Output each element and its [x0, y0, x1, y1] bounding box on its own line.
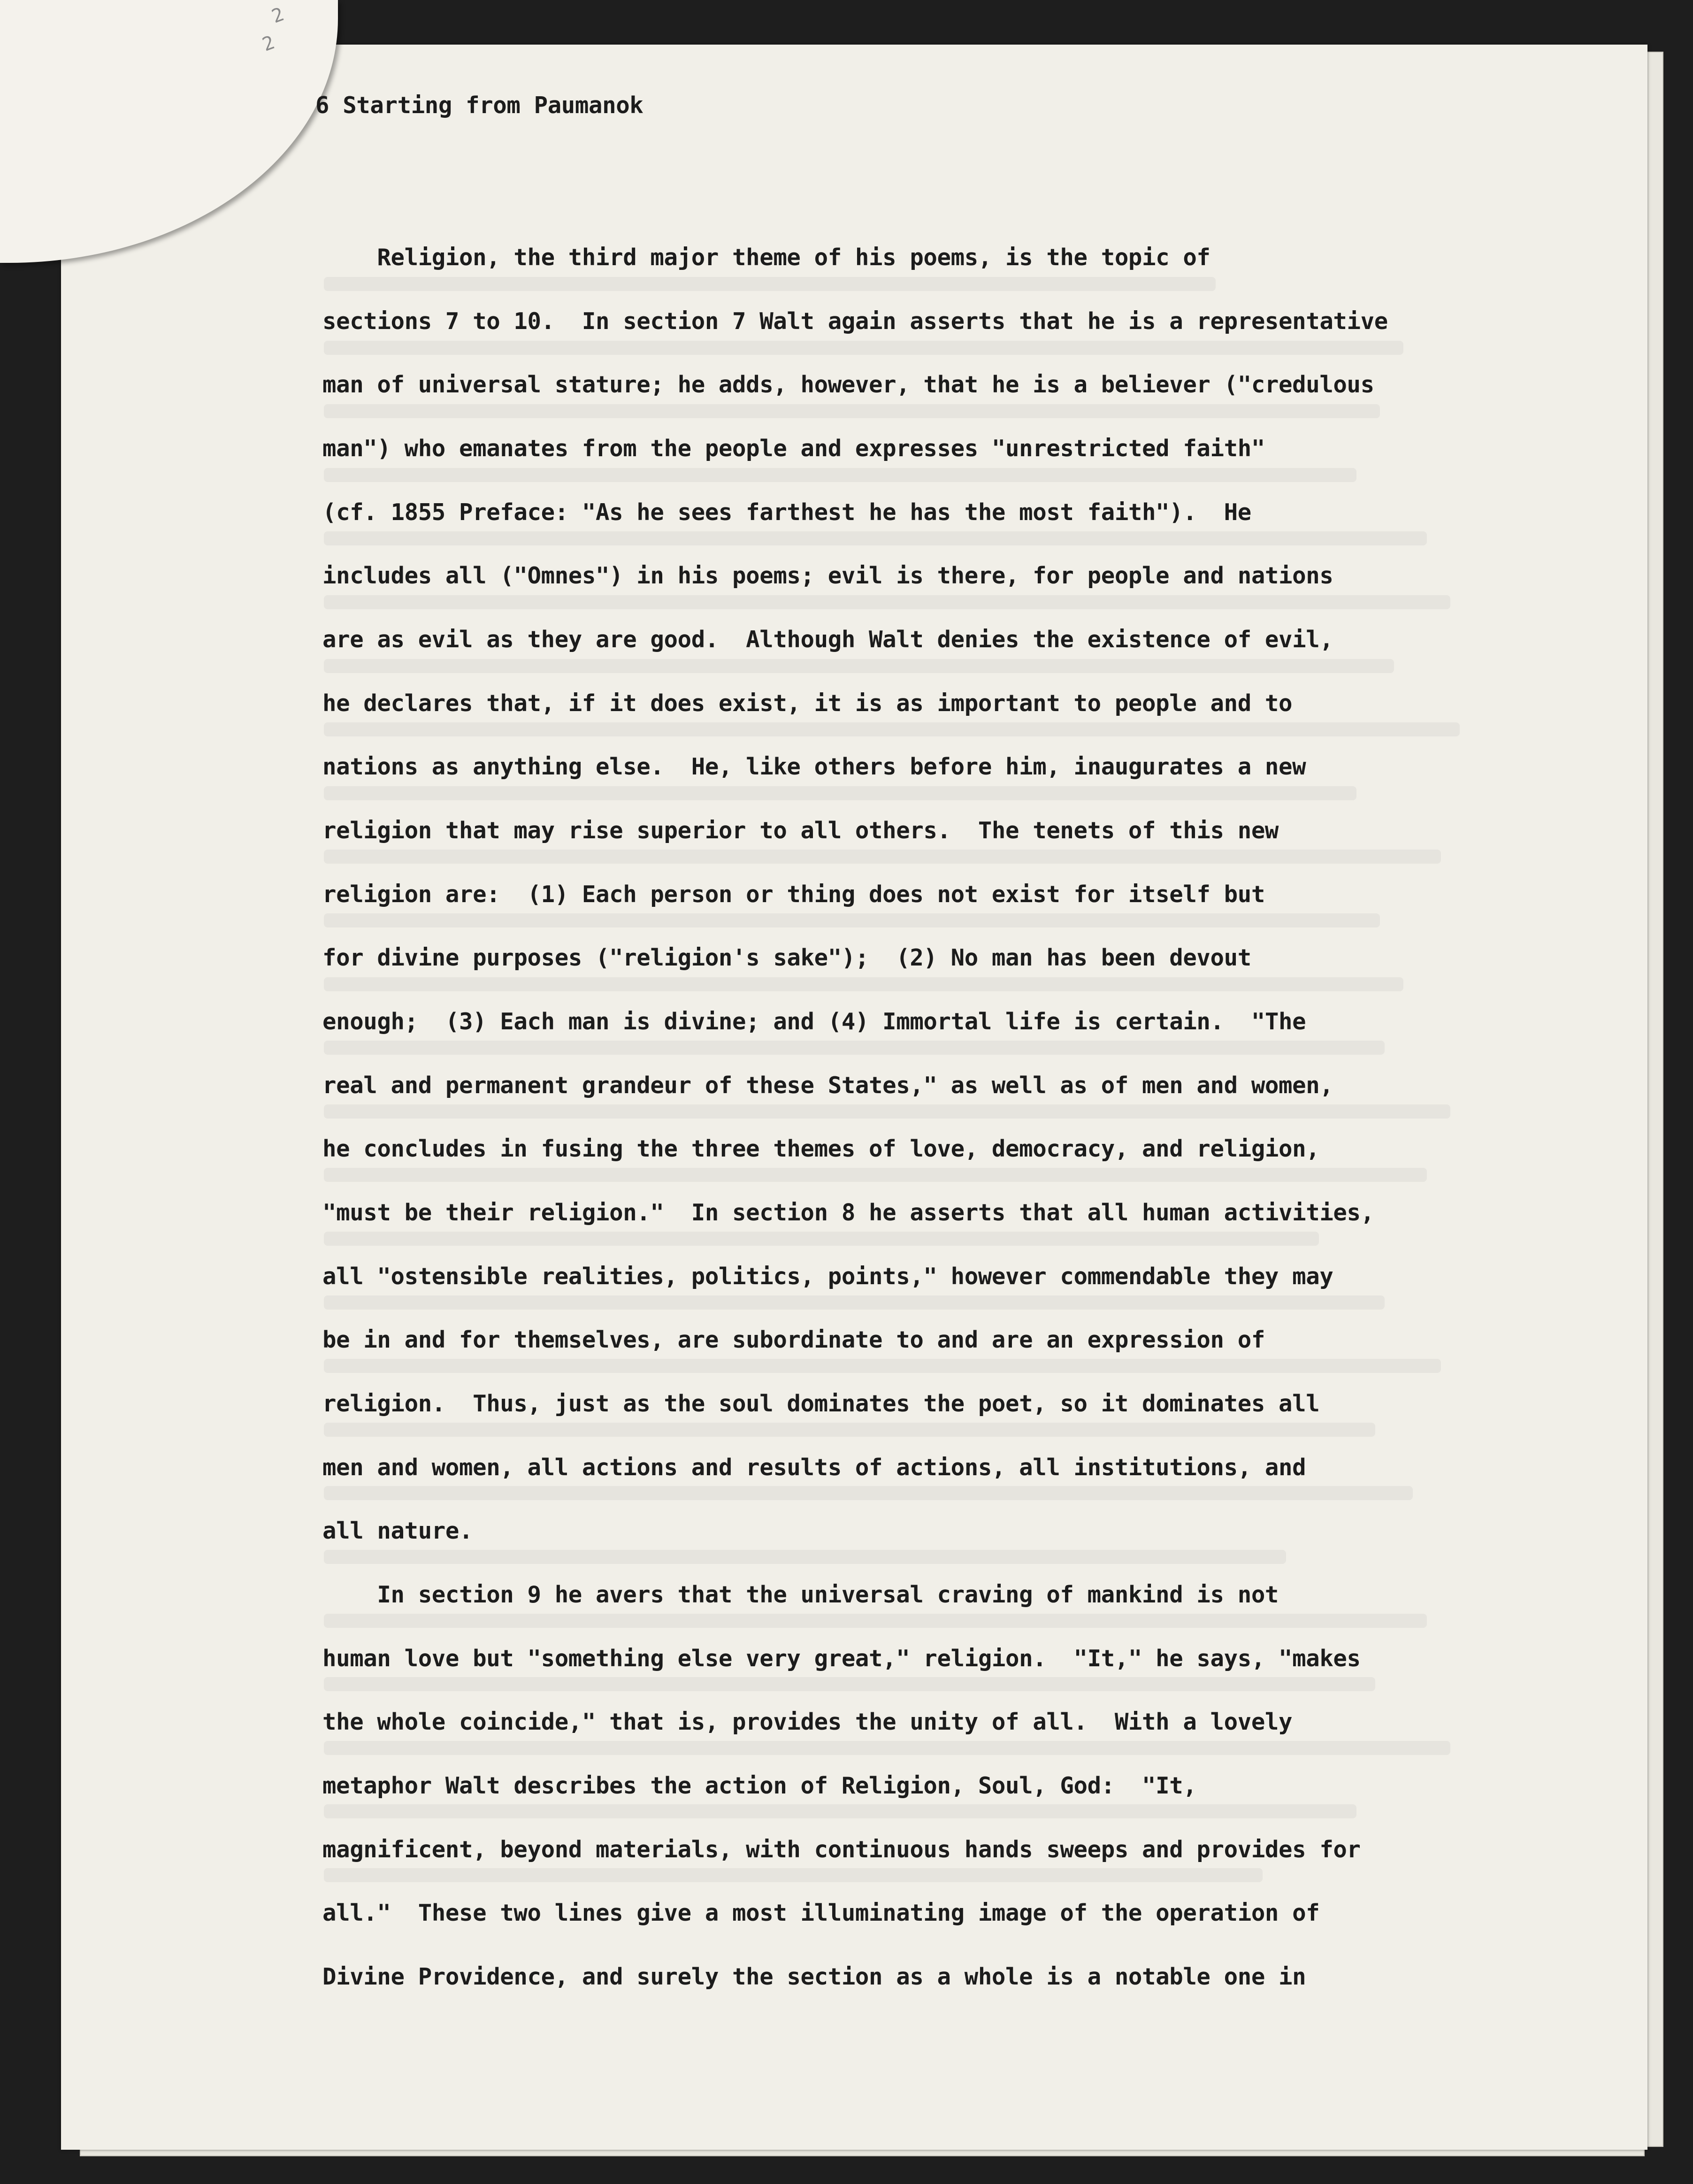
bleed-through-mark	[324, 1295, 1385, 1310]
text-line: for divine purposes ("religion's sake"); (2) No man has been devout	[322, 944, 1251, 971]
text-line: real and permanent grandeur of these States," as well as of men and women,	[322, 1072, 1333, 1099]
bleed-through-mark	[324, 659, 1394, 673]
text-line: (cf. 1855 Preface: "As he sees farthest he has the most faith"). He	[322, 499, 1251, 526]
bleed-through-mark	[324, 722, 1460, 736]
corner-mark: 2	[268, 3, 287, 28]
bleed-through-mark	[324, 1804, 1356, 1818]
text-line: all nature.	[322, 1517, 473, 1544]
text-line: he concludes in fusing the three themes of love, democracy, and religion,	[322, 1135, 1320, 1162]
bleed-through-mark	[324, 531, 1427, 545]
bleed-through-mark	[324, 1423, 1375, 1437]
text-line: metaphor Walt describes the action of Religion, Soul, God: "It,	[322, 1772, 1197, 1799]
text-line: are as evil as they are good. Although Walt denies the existence of evil,	[322, 626, 1333, 653]
bleed-through-mark	[324, 786, 1356, 800]
text-line: be in and for themselves, are subordinate to and are an expression of	[322, 1326, 1265, 1353]
text-line: enough; (3) Each man is divine; and (4) Immortal life is certain. "The	[322, 1008, 1306, 1035]
bleed-through-mark	[324, 913, 1380, 927]
text-line: Religion, the third major theme of his poems, is the topic of	[322, 244, 1210, 271]
text-line: man") who emanates from the people and expresses "unrestricted faith"	[322, 435, 1265, 462]
corner-mark: 2	[259, 31, 278, 56]
text-line: man of universal stature; he adds, however, that he is a believer ("credulous	[322, 371, 1374, 398]
text-line: religion are: (1) Each person or thing does not exist for itself but	[322, 881, 1265, 908]
bleed-through-mark	[324, 1041, 1385, 1055]
bleed-through-mark	[324, 1550, 1286, 1564]
text-line: magnificent, beyond materials, with continuous hands sweeps and provides for	[322, 1836, 1361, 1863]
text-line: men and women, all actions and results of actions, all institutions, and	[322, 1454, 1306, 1481]
text-line: "must be their religion." In section 8 he asserts that all human activities,	[322, 1199, 1374, 1226]
text-line: Divine Providence, and surely the section as a whole is a notable one in	[322, 1963, 1306, 1990]
bleed-through-mark	[324, 1104, 1450, 1119]
bleed-through-mark	[324, 404, 1380, 418]
text-line: all "ostensible realities, politics, points," however commendable they may	[322, 1263, 1333, 1290]
text-line: he declares that, if it does exist, it is as important to people and to	[322, 690, 1293, 717]
bleed-through-mark	[324, 1868, 1263, 1882]
text-line: In section 9 he avers that the universal craving of mankind is not	[322, 1581, 1279, 1608]
bleed-through-mark	[324, 1168, 1427, 1182]
text-line: human love but "something else very great," religion. "It," he says, "makes	[322, 1645, 1361, 1672]
text-line: religion. Thus, just as the soul dominates the poet, so it dominates all	[322, 1390, 1320, 1417]
bleed-through-mark	[324, 1232, 1319, 1246]
bleed-through-mark	[324, 341, 1403, 355]
text-line: includes all ("Omnes") in his poems; evil is there, for people and nations	[322, 562, 1333, 589]
bleed-through-mark	[324, 468, 1356, 482]
bleed-through-mark	[324, 1741, 1450, 1755]
text-line: nations as anything else. He, like others before him, inaugurates a new	[322, 753, 1306, 780]
text-line: all." These two lines give a most illuminating image of the operation of	[322, 1900, 1320, 1926]
text-line: religion that may rise superior to all others. The tenets of this new	[322, 817, 1279, 844]
text-line: sections 7 to 10. In section 7 Walt again asserts that he is a representative	[322, 308, 1388, 335]
bleed-through-mark	[324, 1677, 1375, 1691]
page-header: 6 Starting from Paumanok	[315, 92, 643, 119]
bleed-through-mark	[324, 1614, 1427, 1628]
bleed-through-mark	[324, 977, 1403, 991]
text-line: the whole coincide," that is, provides the unity of all. With a lovely	[322, 1709, 1293, 1735]
bleed-through-mark	[324, 850, 1441, 864]
bleed-through-mark	[324, 1486, 1413, 1500]
bleed-through-mark	[324, 277, 1216, 291]
bleed-through-mark	[324, 595, 1450, 609]
bleed-through-mark	[324, 1359, 1441, 1373]
